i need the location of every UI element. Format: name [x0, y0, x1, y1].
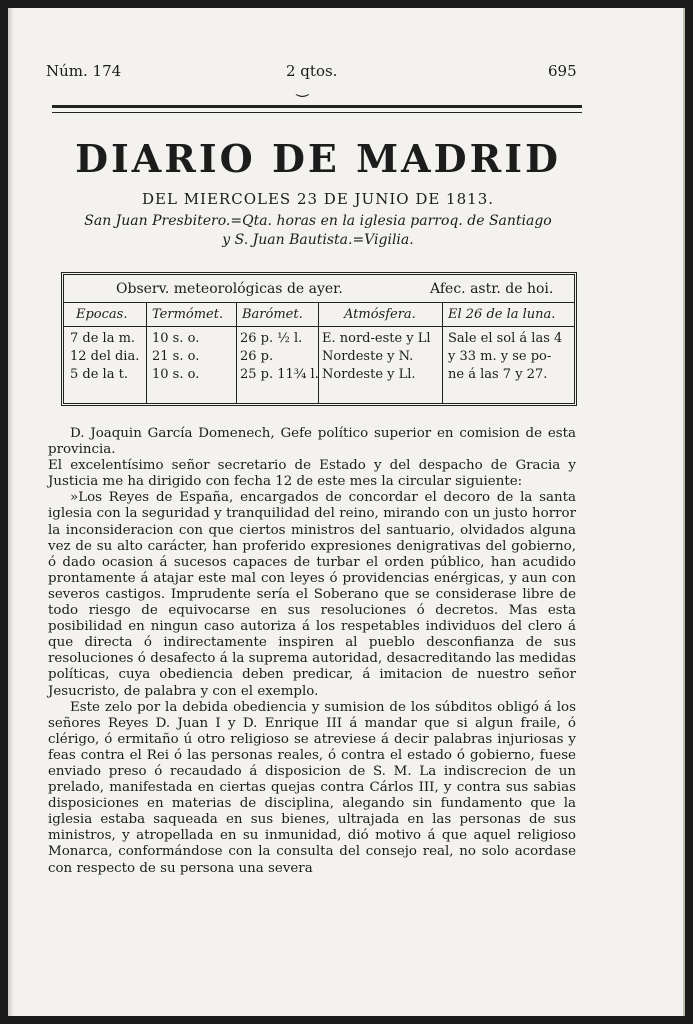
masthead-title: DIARIO DE MADRID: [75, 136, 561, 181]
table-title-right: Afec. astr. de hoi.: [430, 281, 554, 297]
row-termo: 10 s. o.: [152, 367, 200, 382]
article-body: [48, 426, 576, 877]
weather-table: [61, 272, 577, 406]
table-col-divider: [442, 302, 443, 403]
article-paragraph: »Los Reyes de España, encargados de concordar el decoro de la santa iglesia con la seguridad y tranquilidad del reino, mirando con un justo horror la inconsideracion con que ciertos ministros del santuario, olvidados alguna vez de su alto carácter, han proferido expresiones denigrativas del gobierno, ó dado ocasion á sucesos capaces de turbar el orden público, han acudido prontamente á atajar este mal con leyes ó providencias enérgicas, y aun con severos castigos. Imprudente sería el Soberano que se considerase libre de todo riesgo de equivocarse en sus resoluciones ó decretos. Mas esta posibilidad en ningun caso autoriza á los respetables individuos del clero á que directa ó indirectamente inspiren al pueblo desconfianza de sus resoluciones ó desafecto á la suprema autoridad, desacreditando las medidas políticas, cuya obediencia deben predicar, á imitacion de nuestro señor Jesucristo, de palabra y con el exemplo.: [48, 490, 576, 699]
col-epocas: Epocas.: [76, 307, 128, 322]
table-rule-2: [64, 326, 574, 327]
col-luna: El 26 de la luna.: [448, 307, 556, 322]
ornament-brace-icon: ⏝: [296, 81, 310, 97]
row-epoca: 7 de la m.: [70, 331, 136, 346]
row-epoca: 5 de la t.: [70, 367, 128, 382]
table-rule-1: [64, 302, 574, 303]
newspaper-page: [8, 8, 685, 1016]
row-termo: 21 s. o.: [152, 349, 200, 364]
row-epoca: 12 del dia.: [70, 349, 140, 364]
col-baromet: Barómet.: [242, 307, 303, 322]
dateline: DEL MIERCOLES 23 DE JUNIO DE 1813.: [141, 190, 495, 208]
table-col-divider: [236, 302, 237, 403]
page-number: 695: [548, 62, 577, 80]
row-baro: 26 p.: [240, 349, 274, 364]
issue-number: Núm. 174: [46, 62, 122, 80]
article-paragraph: El excelentísimo señor secretario de Estado y del despacho de Gracia y Justicia me ha dirigido con fecha 12 de este mes la circular siguiente:: [48, 458, 576, 490]
row-atmos: E. nord-este y Ll: [322, 331, 431, 346]
article-paragraph: Este zelo por la debida obediencia y sumision de los súbditos obligó á los señores Reyes D. Juan I y D. Enrique III á mandar que si algun fraile, ó clérigo, ó ermitaño ú otro religioso se atreviese á decir palabras injuriosas y feas contra el Rei ó las personas reales, ó contra el estado ó gobierno, fuese enviado preso ó recaudado á disposicion de S. M. La indiscrecion de un prelado, manifestada en ciertas quejas contra Cárlos III, y contra sus sabias disposiciones en materias de disciplina, alegando sin fundamento que la iglesia estaba saqueada en sus bienes, ultrajada en las personas de sus ministros, y atropellada en su inmunidad, dió motivo á que aquel religioso Monarca, conformándose con la consulta del consejo real, no solo acordase con respecto de su persona una severa: [48, 699, 576, 876]
row-atmos: Nordeste y Ll.: [322, 367, 416, 382]
table-col-divider: [146, 302, 147, 403]
header-rule-bottom: [52, 112, 582, 113]
row-baro: 25 p. 11¾ l.: [240, 367, 319, 382]
luna-line: y 33 m. y se po-: [448, 349, 552, 364]
table-title-left: Observ. meteorológicas de ayer.: [116, 281, 343, 297]
col-atmosfera: Atmósfera.: [344, 307, 416, 322]
row-baro: 26 p. ½ l.: [240, 331, 303, 346]
col-termomet: Termómet.: [152, 307, 224, 322]
row-termo: 10 s. o.: [152, 331, 200, 346]
table-col-divider: [318, 302, 319, 403]
page-edge-shadow: [8, 8, 14, 1016]
price: 2 qtos.: [286, 62, 338, 80]
luna-line: ne á las 7 y 27.: [448, 367, 548, 382]
header-rule-top: [52, 105, 582, 108]
saint-line-1: San Juan Presbitero.=Qta. horas en la iglesia parroq. de Santiago: [84, 213, 552, 229]
article-paragraph: D. Joaquin García Domenech, Gefe político superior en comision de esta provincia.: [48, 426, 576, 458]
saint-line-2: y S. Juan Bautista.=Vigilia.: [222, 232, 414, 248]
row-atmos: Nordeste y N.: [322, 349, 414, 364]
luna-line: Sale el sol á las 4: [448, 331, 563, 346]
